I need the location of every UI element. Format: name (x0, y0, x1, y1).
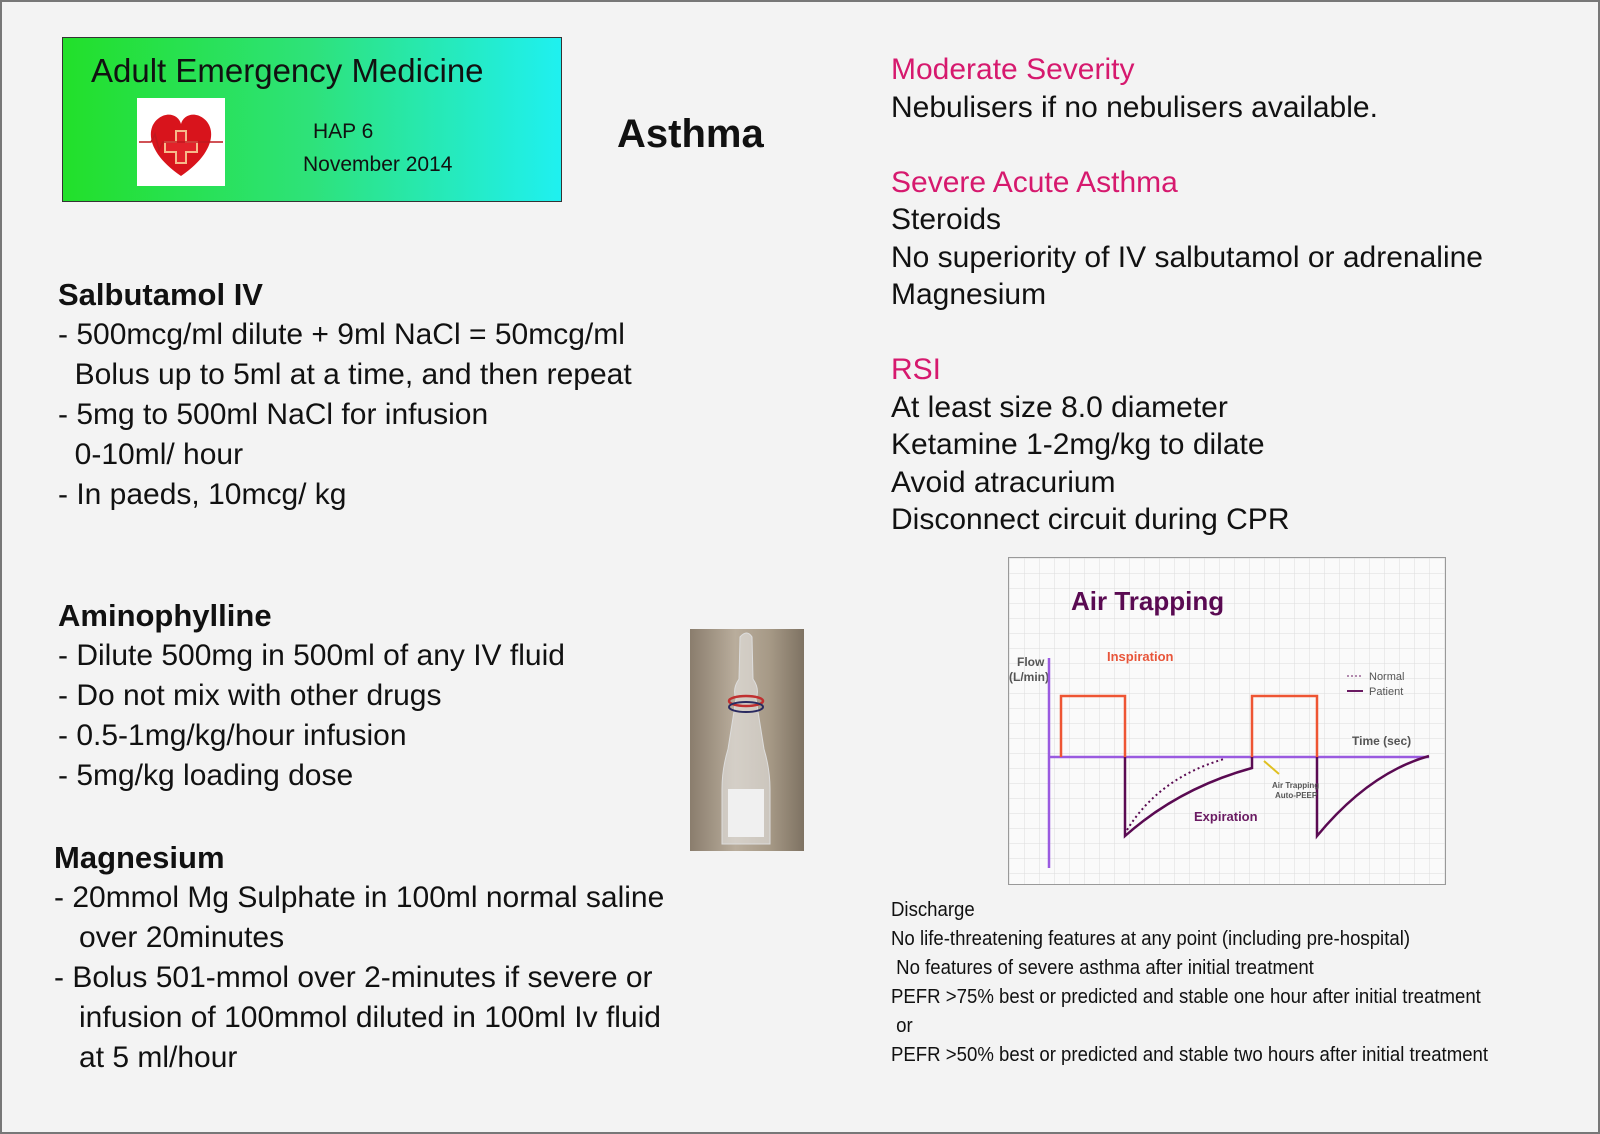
inspiration-label: Inspiration (1107, 649, 1174, 664)
text-line: Magnesium (891, 278, 1047, 311)
text-line: Steroids (891, 203, 1002, 236)
section-heading: Severe Acute Asthma (891, 165, 1178, 199)
legend-patient: Patient (1369, 686, 1404, 698)
diagram-title: Air Trapping (1071, 586, 1225, 616)
y-axis-label: Flow (1017, 655, 1045, 669)
text-line: - Bolus 501-mmol over 2-minutes if severe or (54, 961, 653, 994)
page-title: Asthma (617, 112, 764, 156)
text-line: No life-threatening features at any point (including pre-hospital) (891, 928, 1411, 950)
section-heading: Discharge (891, 899, 975, 921)
section-heading: RSI (891, 353, 942, 386)
section-heading: Moderate Severity (891, 53, 1135, 86)
rsi-section (891, 351, 1483, 539)
text-line: No superiority of IV salbutamol or adrenaline (891, 240, 1483, 274)
text-line: infusion of 100mmol diluted in 100ml Iv fluid (54, 1001, 661, 1034)
department-title: Adult Emergency Medicine (91, 52, 484, 89)
text-line: PEFR >50% best or predicted and stable two hours after initial treatment (891, 1044, 1489, 1066)
legend-normal: Normal (1369, 671, 1405, 683)
text-line: Disconnect circuit during CPR (891, 503, 1290, 536)
text-line: at 5 ml/hour (54, 1041, 238, 1074)
text-line: - In paeds, 10mcg/ kg (58, 478, 347, 511)
air-trapping-diagram (1008, 557, 1446, 885)
text-line: Avoid atracurium (891, 465, 1116, 499)
section-heading: Salbutamol IV (58, 277, 263, 312)
section-heading: Magnesium (54, 840, 225, 875)
header-box (62, 37, 562, 202)
y-axis-unit: (L/min) (1009, 670, 1049, 684)
heart-logo-icon (137, 98, 225, 186)
expiration-label: Expiration (1194, 809, 1258, 824)
text-line: - 5mg to 500ml NaCl for infusion (58, 398, 489, 431)
moderate-severity-section (891, 51, 1483, 126)
salbutamol-section (58, 275, 632, 515)
severe-asthma-section (891, 164, 1483, 314)
text-line: Nebulisers if no nebulisers available. (891, 90, 1378, 124)
text-line: or (891, 1015, 913, 1037)
text-line: - Dilute 500mg in 500ml of any IV fluid (58, 639, 565, 672)
text-line: - 20mmol Mg Sulphate in 100ml normal saline (54, 881, 665, 914)
discharge-section (891, 896, 1488, 1070)
auto-peep-annotation: Auto-PEEP (1275, 791, 1318, 800)
air-trapping-annotation: Air Trapping (1272, 781, 1320, 790)
x-axis-label: Time (sec) (1352, 734, 1412, 748)
text-line: No features of severe asthma after initial treatment (891, 957, 1314, 979)
text-line: - 0.5-1mg/kg/hour infusion (58, 719, 407, 752)
text-line: - Do not mix with other drugs (58, 679, 442, 712)
text-line: Ketamine 1-2mg/kg to dilate (891, 428, 1265, 461)
section-heading: Aminophylline (58, 598, 272, 633)
document-code: HAP 6 (313, 120, 374, 143)
text-line: Bolus up to 5ml at a time, and then repeat (58, 358, 632, 391)
ampoule-photo (690, 629, 804, 851)
text-line: - 500mcg/ml dilute + 9ml NaCl = 50mcg/ml (58, 318, 625, 351)
text-line: - 5mg/kg loading dose (58, 759, 354, 792)
text-line: over 20minutes (54, 921, 285, 954)
aminophylline-section (58, 596, 565, 796)
text-line: PEFR >75% best or predicted and stable one hour after initial treatment (891, 986, 1481, 1008)
document-date: November 2014 (303, 153, 453, 176)
right-column (891, 51, 1483, 539)
magnesium-section (54, 838, 664, 1078)
text-line: At least size 8.0 diameter (891, 390, 1228, 424)
text-line: 0-10ml/ hour (58, 438, 244, 471)
